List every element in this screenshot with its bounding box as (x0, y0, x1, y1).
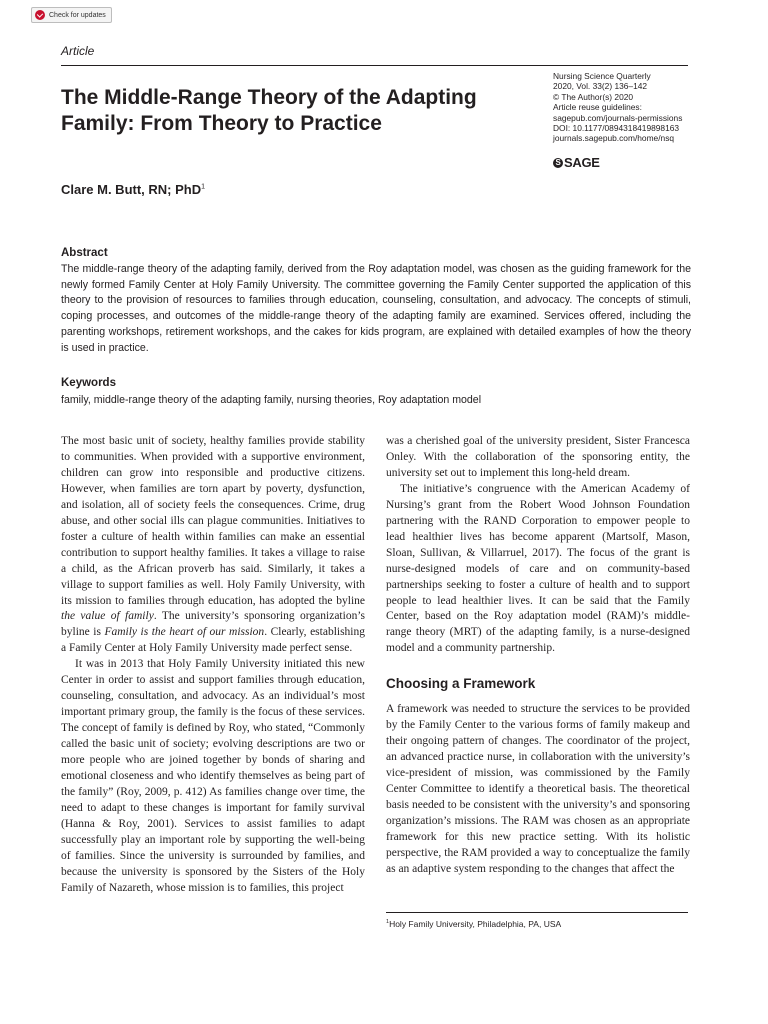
body-paragraph: The initiative’s congruence with the American Academy of Nursing’s grant from the Robert Wood Johnson Foundation partnering with the RAND Corporation to empower people to lead healthier lives has become apparent (Martsolf, Mason, Sloan, Sullivan, & Villarruel, 2017). The focus of the grant is nurse-designed models of care and on community-based partnerships seeking to foster a culture of health and to support people to lead healthier lives. It can be said that the Family Center, based on the Roy adaptation model (RAM)’s middle-range theory (MRT) of the adapting family, is a nurse-designed model and a community partnership. (386, 482, 690, 655)
abstract-text: The middle-range theory of the adapting family, derived from the Roy adaptation model, was chosen as the guiding framework for the newly formed Family Center at Holy Family University. The committee governing the Family Center supported the application of this theory to the provision of resources to families through education, counseling, consultation, and advocacy. The concepts of stimuli, coping processes, and outcomes of the middle-range theory of the adapting family are examined. Services offered, including the parenting workshops, retirement workshops, and the cakes for kids program, are explained with detailed examples of how the theory is used in practice. (61, 263, 691, 354)
journal-name: Nursing Science Quarterly (553, 71, 651, 81)
sage-logo-icon: S (553, 158, 563, 168)
reuse-guidelines: Article reuse guidelines: (553, 102, 642, 113)
sage-logo-text: SAGE (564, 155, 600, 170)
body-column-left (61, 434, 365, 897)
journal-home-link[interactable]: journals.sagepub.com/home/nsq (553, 133, 675, 144)
body-paragraph: It was in 2013 that Holy Family University initiated this new Center in order to assist and support families through education, counseling, consultation, and advocacy. As an individual’s most important primary group, the family is the focus of these services. The concept of family is defined by Roy, who stated, “Commonly called the basic unit of society; evolving descriptions are two or more people who are joined together by bonds of sharing and emotional closeness and who identify themselves as being part of the family” (Roy, 2009, p. 412) As families change over time, the need to adapt to these changes is important for family survival (Hanna & Roy, 2001). Services to assist families to adapt successfully play an important role by supporting the well-being of families. Since the university is surrounded by families, and because the university is sponsored by the Sisters of the Holy Family of Nazareth, whose mission is to families, this project (61, 658, 365, 894)
article-type-label: Article (61, 44, 95, 58)
section-heading-choosing-framework: Choosing a Framework (386, 676, 536, 692)
header-divider (61, 65, 688, 66)
body-column-right (386, 434, 690, 878)
byline-heart-of-mission: Family is the heart of our mission (104, 626, 265, 639)
paper-title: The Middle-Range Theory of the Adapting Family: From Theory to Practice (61, 86, 477, 135)
author-line (61, 182, 205, 197)
journal-volume: 2020, Vol. 33(2) 136–142 (553, 81, 648, 92)
doi-link[interactable]: DOI: 10.1177/0894318419898163 (553, 123, 680, 134)
journal-info (553, 71, 693, 144)
check-for-updates-label: Check for updates (49, 11, 106, 19)
body-paragraph: The most basic unit of society, healthy families provide stability to communities. When provided with a supportive environment, children can grow into responsible and productive citizens. However, when families are torn apart by poverty, dysfunction, and isolation, all of society feels the consequences. Crime, drug abuse, and other social ills can plague communities. Initiatives to foster a culture of health within families can make an essential contribution to support healthy families. It takes a village to raise a child, as the African proverb has said. Similarly, it takes a village to support families as well. Holy Family University, with its mission to families through education, has adopted the byline the value of family. The university’s sponsoring organization’s byline is Family is the heart of our mission. Clearly, establishing a Family Center at Holy Family University made perfect sense. (61, 435, 366, 655)
body-paragraph: was a cherished goal of the university president, Sister Francesca Onley. With the collaboration of the sponsoring entity, the university set out to implement this long-held dream. (386, 435, 690, 479)
keywords-heading: Keywords (61, 377, 116, 389)
footnote-divider (386, 912, 688, 913)
keywords-text: family, middle-range theory of the adapting family, nursing theories, Roy adaptation model (61, 394, 482, 406)
footnote-text: Holy Family University, Philadelphia, PA, USA (389, 919, 562, 929)
author-name: Clare M. Butt, RN; PhD (61, 182, 202, 197)
author-affiliation-mark: 1 (201, 183, 206, 191)
footnote-mark: 1 (386, 919, 390, 926)
byline-value-of-family: the value of family (61, 610, 154, 623)
abstract-heading: Abstract (61, 247, 108, 259)
copyright: © The Author(s) 2020 (553, 91, 634, 102)
checkmark-icon (35, 10, 45, 20)
body-paragraph: A framework was needed to structure the services to be provided by the Family Center to the various forms of family makeup and their ongoing pattern of changes. The coordinator of the project, an advanced practice nurse, in collaboration with the university’s vice-president of mission, was commissioned by the Family Center Committee to identify a theoretical basis. The theoretical basis needed to be consistent with the university’s and sponsoring organization’s missions. The RAM was chosen as an appropriate framework for this new practice setting. With its holistic perspective, the RAM provided a way to conceptualize the family as an adaptive system responding to the changes that affect the (386, 703, 690, 875)
sage-logo (553, 155, 600, 170)
permissions-link[interactable]: sagepub.com/journals-permissions (553, 112, 683, 123)
check-for-updates-button[interactable] (31, 7, 112, 23)
affiliation-footnote (386, 919, 561, 929)
